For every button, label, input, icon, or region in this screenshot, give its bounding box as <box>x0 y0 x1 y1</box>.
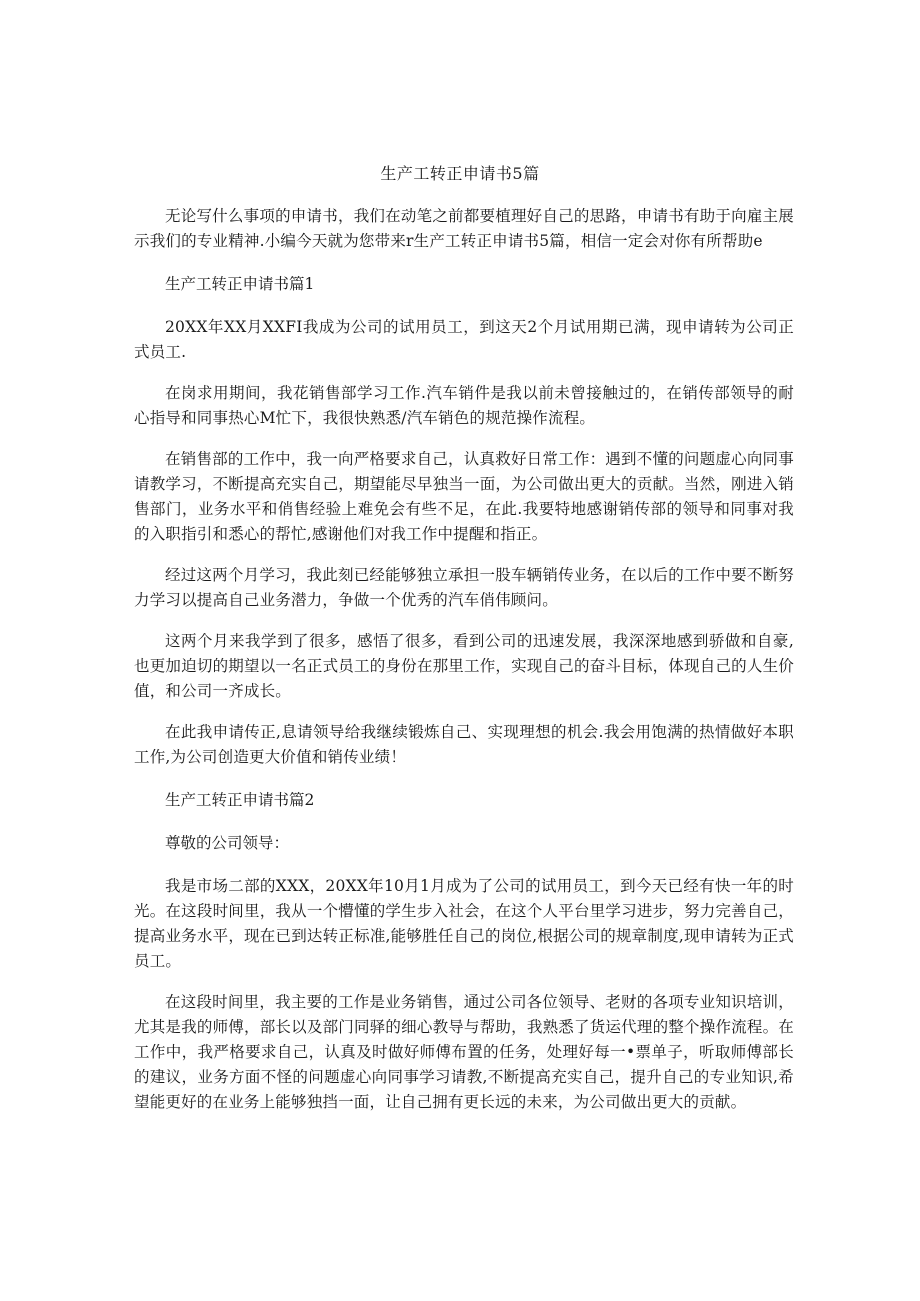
salutation: 尊敬的公司领导： <box>165 834 290 852</box>
paragraph: 这两个月来我学到了很多，感悟了很多，看到公司的迅速发展，我深深地感到骄做和自豪,也更加迫切的期望以一名正式员工的身份在那里工作，实现自己的奋斗目标，体现自己的人生价值，和公司一齐成长。 <box>134 632 794 700</box>
section-heading-2: 生产工转正申请书篇2 <box>165 791 315 809</box>
paragraph: 在这段时间里，我主要的工作是业务销售，通过公司各位领导、老财的各项专业知识培训，尤其是我的师傅，部长以及部门同驿的细心教导与帮助，我熟悉了货运代理的整个操作流程。在工作中，我严格要求自己，认真及时做好师傅布置的任务，处理好每一•票单子，听取师傅部长的建议，业务方面不怪的问题虚心向同事学习请教,不断提高充实自己，提升自己的专业知识,希望能更好的在业务上能够独挡一面，让自己拥有更长远的未来，为公司做出更大的贡献。 <box>134 993 794 1111</box>
document-body <box>134 204 794 1115</box>
intro-paragraph: 无论写什么事项的申请书，我们在动笔之前都要植理好自己的思路，申请书有助于向雇主展示我们的专业精神.小编今天就为您带来r生产工转正申请书5篇，相信一定会对你有所帮助e <box>134 207 794 250</box>
paragraph: 20XX年XX月XXFI我成为公司的试用员工，到这天2个月试用期已满，现申请转为公司正式员工. <box>134 318 794 361</box>
section-heading-1: 生产工转正申请书篇1 <box>165 275 315 293</box>
paragraph: 在销售部的工作中，我一向严格要求自己，认真救好日常工作：遇到不懂的问题虚心向同事请教学习，不断提高充实自己，期望能尽早独当一面，为公司做出更大的贡献。当然，刚进入销售部门，业务水平和俏售经验上难免会有些不足，在此.我要特地感谢销传部的领导和同事对我的入职指引和悉心的帮忙,感谢他们对我工作中提醒和指正。 <box>134 450 794 543</box>
document-title: 生产工转正申请书5篇 <box>380 164 540 183</box>
paragraph: 经过这两个月学习，我此刻已经能够独立承担一股车辆销传业务，在以后的工作中要不断努力学习以提高自己业务潜力，争做一个优秀的汽车俏伟顾问。 <box>134 566 794 609</box>
paragraph: 我是市场二部的XXX，20XX年10月1月成为了公司的试用员工，到今天已经有快一年的时光。在这段时间里，我从一个懵懂的学生步入社会，在这个人平台里学习进步，努力完善自己，提高业务水平，现在已到达转正标准,能够胜任自己的岗位,根据公司的规章制度,现申请转为正式员工。 <box>134 877 794 970</box>
paragraph: 在岗求用期间，我花销售部学习工作.汽车销件是我以前未曾接触过的，在销传部领导的耐心指导和同事热心M忙下，我很快熟悉/汽车销色的规范操作流程。 <box>134 384 794 427</box>
paragraph: 在此我申请传正,息请领导给我继续锻炼自己、实现理想的机会.我会用饱满的热情做好本职工作,为公司创造更大价值和销传业绩！ <box>134 723 794 766</box>
